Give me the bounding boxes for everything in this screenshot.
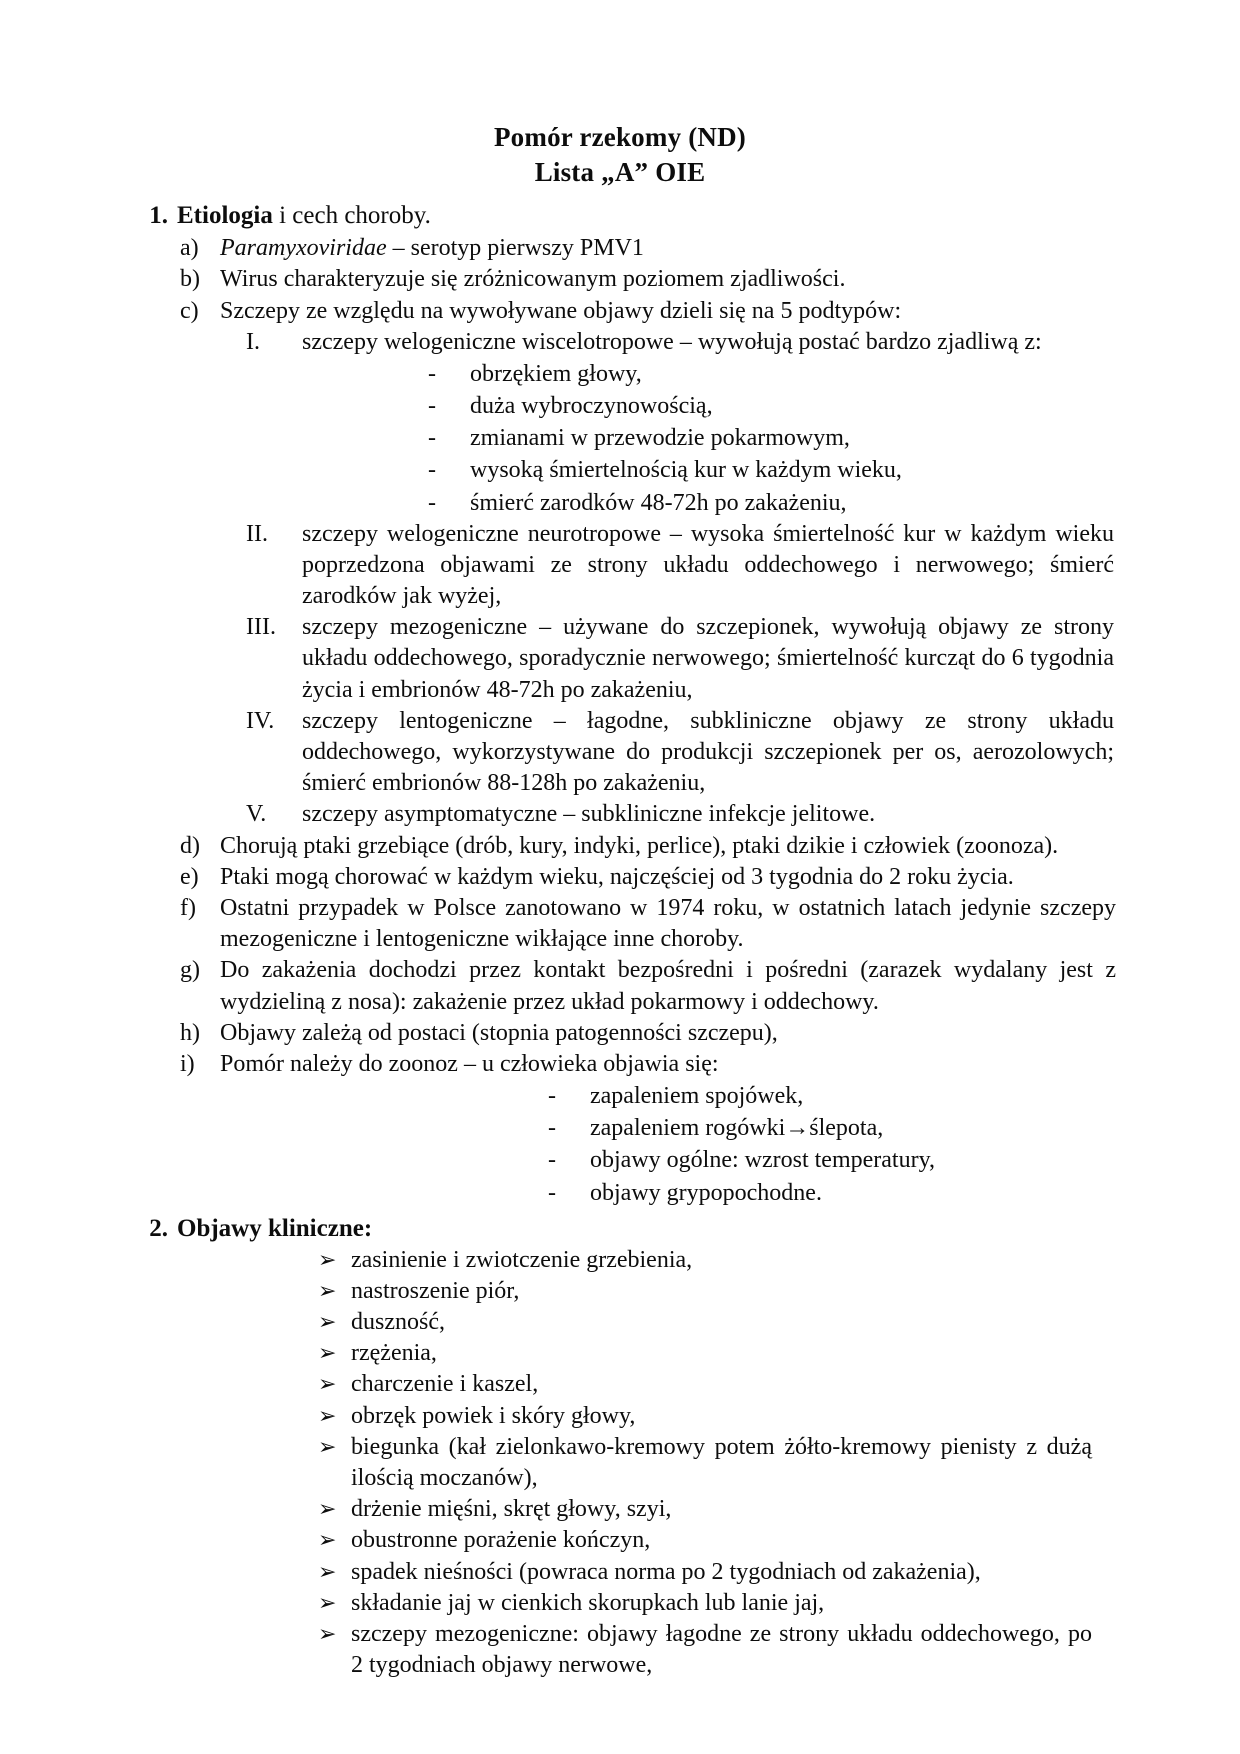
list-item-text: duża wybroczynowością, — [470, 393, 713, 420]
section-heading — [138, 200, 1122, 232]
section-title-bold: Etiologia — [177, 202, 273, 230]
list-item — [240, 327, 1122, 358]
list-item — [180, 1049, 1122, 1080]
list-item-text: Do zakażenia dochodzi przez kontakt bezpośredni i pośredni (zarazek wydalany jest z wydzieliną z nosa): zakażenie przez układ pokarmowy i oddechowy. — [220, 957, 1116, 1015]
list-item — [548, 1144, 1122, 1176]
list-item-text: szczepy mezogeniczne: objawy łagodne ze strony układu oddechowego, po 2 tygodniach objawy nerwowe, — [351, 1620, 1092, 1679]
list-item-text: obustronne porażenie kończyn, — [351, 1527, 651, 1554]
list-item — [318, 1338, 1122, 1369]
list-item — [318, 1369, 1122, 1400]
list-item-tail: – serotyp pierwszy PMV1 — [386, 235, 644, 262]
list-item — [428, 454, 1122, 486]
document-title: Pomór rzekomy (ND) — [493, 122, 747, 152]
list-item — [318, 1525, 1122, 1556]
list-item — [180, 893, 1122, 955]
section-title-plain: i cech choroby. — [272, 202, 431, 230]
section-number: 2. — [149, 1214, 168, 1242]
list-item-text: objawy grypopochodne. — [590, 1179, 822, 1206]
list-marker: c) — [180, 297, 199, 324]
list-item — [180, 955, 1122, 1017]
list-marker: IV. — [246, 707, 275, 734]
list-marker: - — [428, 360, 436, 387]
section-etiologia — [118, 200, 1122, 1209]
list-item — [180, 233, 1122, 264]
list-item-text: zapaleniem spojówek, — [590, 1083, 804, 1110]
section-objawy-kliniczne — [118, 1213, 1122, 1682]
arrow-bullet-icon: ➢ — [318, 1433, 337, 1459]
list-item-text: śmierć zarodków 48-72h po zakażeniu, — [470, 489, 847, 516]
list-item-text: szczepy asymptomatyczne – subkliniczne infekcje jelitowe. — [302, 801, 876, 828]
arrow-bullet-list — [118, 1245, 1122, 1682]
list-item-text: obrzękiem głowy, — [470, 360, 642, 387]
list-item — [180, 862, 1122, 893]
list-item — [318, 1588, 1122, 1619]
list-marker: h) — [180, 1019, 200, 1046]
list-item-text: charczenie i kaszel, — [351, 1371, 539, 1398]
section-title-bold: Objawy kliniczne — [177, 1214, 364, 1242]
list-item-text: nastroszenie piór, — [351, 1277, 520, 1304]
section-title-plain: : — [363, 1214, 373, 1242]
list-item-text: Objawy zależą od postaci (stopnia patogenności szczepu), — [220, 1019, 778, 1046]
list-marker: III. — [246, 614, 276, 641]
arrow-bullet-icon: ➢ — [318, 1496, 337, 1522]
section-title — [177, 200, 431, 232]
list-marker: g) — [180, 957, 200, 984]
list-item — [428, 422, 1122, 454]
list-item — [240, 612, 1122, 706]
arrow-bullet-icon: ➢ — [318, 1589, 337, 1615]
list-marker: - — [548, 1179, 556, 1206]
list-item-text: Chorują ptaki grzebiące (drób, kury, indyki, perlice), ptaki dzikie i człowiek (zoonoza). — [220, 832, 1059, 859]
arrow-bullet-icon: ➢ — [318, 1340, 337, 1366]
list-item-text — [220, 233, 1122, 264]
list-item-text: zmianami w przewodzie pokarmowym, — [470, 425, 850, 452]
list-item — [548, 1177, 1122, 1209]
list-item — [428, 487, 1122, 519]
list-marker: b) — [180, 266, 200, 293]
list-marker: a) — [180, 235, 199, 262]
list-item-text: szczepy welogeniczne neurotropowe – wysoka śmiertelność kur w każdym wieku poprzedzona objawami ze strony układu oddechowego i nerwowego; śmierć zarodków jak wyżej, — [302, 520, 1114, 610]
list-item-text: składanie jaj w cienkich skorupkach lub lanie jaj, — [351, 1589, 825, 1616]
arrow-bullet-icon: ➢ — [318, 1309, 337, 1335]
list-marker: II. — [246, 520, 268, 547]
list-item — [318, 1307, 1122, 1338]
list-marker: V. — [246, 801, 267, 828]
list-item-text: obrzęk powiek i skóry głowy, — [351, 1402, 636, 1429]
list-marker: e) — [180, 863, 199, 890]
list-marker: - — [428, 489, 436, 516]
arrow-bullet-icon: ➢ — [318, 1277, 337, 1303]
lettered-list — [118, 233, 1122, 1209]
list-item — [318, 1276, 1122, 1307]
list-marker: i) — [180, 1050, 195, 1077]
list-item-text: zasinienie i zwiotczenie grzebienia, — [351, 1246, 693, 1273]
arrow-bullet-icon: ➢ — [318, 1246, 337, 1272]
section-number: 1. — [149, 202, 168, 230]
list-item-text: objawy ogólne: wzrost temperatury, — [590, 1147, 936, 1174]
list-item-text: szczepy welogeniczne wiscelotropowe – wywołują postać bardzo zjadliwą z: — [302, 328, 1042, 355]
list-item — [318, 1245, 1122, 1276]
list-item — [318, 1557, 1122, 1588]
list-marker: - — [428, 425, 436, 452]
list-marker: - — [548, 1115, 556, 1142]
list-marker: - — [428, 393, 436, 420]
list-marker: - — [548, 1083, 556, 1110]
document-subtitle: Lista „A” OIE — [534, 157, 706, 188]
list-item — [240, 706, 1122, 800]
list-item — [318, 1619, 1122, 1681]
italic-term: Paramyxoviridae — [220, 235, 387, 262]
list-marker: f) — [180, 894, 196, 921]
list-marker: - — [548, 1147, 556, 1174]
list-marker: - — [428, 457, 436, 484]
list-item-text: Ostatni przypadek w Polsce zanotowano w 1974 roku, w ostatnich latach jedynie szczepy mezogeniczne i lentogeniczne wikłające inne choroby. — [220, 894, 1116, 953]
list-item — [428, 390, 1122, 422]
list-item — [180, 264, 1122, 295]
section-title — [177, 1213, 372, 1245]
list-item-text: rzężenia, — [351, 1340, 437, 1367]
list-item-text: spadek nieśności (powraca norma po 2 tygodniach od zakażenia), — [351, 1558, 981, 1585]
list-item — [318, 1401, 1122, 1432]
list-item — [180, 831, 1122, 862]
list-item-text: drżenie mięśni, skręt głowy, szyi, — [351, 1496, 672, 1523]
list-item — [180, 1018, 1122, 1049]
list-item-text: zapaleniem rogówki→ślepota, — [590, 1115, 884, 1142]
list-item-text: szczepy lentogeniczne – łagodne, subkliniczne objawy ze strony układu oddechowego, wykorzystywane do produkcji szczepionek per os, aerozolowych; śmierć embrionów 88-128h po zakażeniu, — [302, 707, 1114, 797]
list-item-text: duszność, — [351, 1309, 445, 1336]
list-item — [318, 1432, 1122, 1494]
list-item — [240, 799, 1122, 830]
list-marker: I. — [246, 328, 260, 355]
list-item — [548, 1112, 1122, 1144]
list-item-text: szczepy mezogeniczne – używane do szczepionek, wywołują objawy ze strony układu oddechowego, sporadycznie nerwowego; śmiertelność kurcząt do 6 tygodnia życia i embrionów 48-72h po zakażeniu, — [302, 614, 1114, 703]
arrow-bullet-icon: ➢ — [318, 1558, 337, 1584]
list-item-text: wysoką śmiertelnością kur w każdym wieku, — [470, 457, 902, 484]
arrow-bullet-icon: ➢ — [318, 1371, 337, 1397]
list-item — [240, 519, 1122, 613]
arrow-bullet-icon: ➢ — [318, 1402, 337, 1428]
list-item-text: Pomór należy do zoonoz – u człowieka objawia się: — [220, 1050, 719, 1077]
section-heading — [138, 1213, 1122, 1245]
list-item-text: Szczepy ze względu na wywoływane objawy dzieli się na 5 podtypów: — [220, 297, 902, 324]
list-item — [428, 358, 1122, 390]
list-item — [548, 1080, 1122, 1112]
list-item-text: biegunka (kał zielonkawo-kremowy potem żółto-kremowy pienisty z dużą ilością moczanów), — [351, 1433, 1092, 1492]
list-item-text: Ptaki mogą chorować w każdym wieku, najczęściej od 3 tygodnia do 2 roku życia. — [220, 863, 1014, 890]
arrow-bullet-icon: ➢ — [318, 1620, 337, 1646]
list-marker: d) — [180, 832, 200, 859]
title-block — [118, 120, 1122, 190]
list-item-text: Wirus charakteryzuje się zróżnicowanym poziomem zjadliwości. — [220, 266, 846, 293]
arrow-bullet-icon: ➢ — [318, 1527, 337, 1553]
list-item — [318, 1494, 1122, 1525]
list-item — [180, 296, 1122, 327]
roman-list — [118, 327, 1122, 831]
